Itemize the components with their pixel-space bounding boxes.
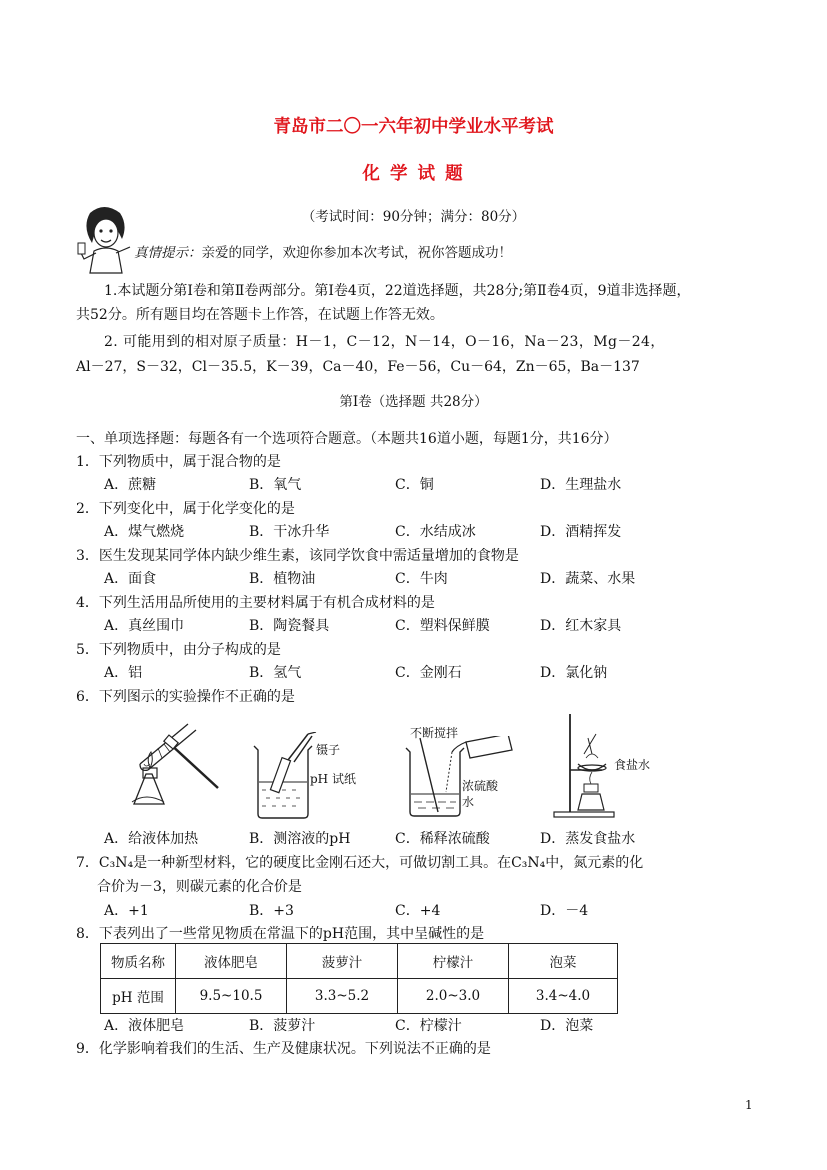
table-header-cell: 菠萝汁 xyxy=(287,944,398,979)
table-cell: 9.5~10.5 xyxy=(176,979,287,1014)
question-7-line-2: 合价为－3，则碳元素的化合价是 xyxy=(97,879,302,895)
part1-heading: 一、单项选择题：每题各有一个选项符合题意。（本题共16道小题，每题1分，共16分） xyxy=(76,431,618,447)
subject-title: 化 学 试 题 xyxy=(362,164,465,184)
heating-liquid-figure xyxy=(118,718,228,818)
question-4: 4．下列生活用品所使用的主要材料属于有机合成材料的是 xyxy=(76,595,435,611)
table-header-cell: 泡菜 xyxy=(509,944,618,979)
table-header-cell: 柠檬汁 xyxy=(398,944,509,979)
q1-option-a: A．蔗糖 xyxy=(104,477,157,493)
tip-text: 亲爱的同学，欢迎你参加本次考试，祝你答题成功！ xyxy=(201,245,512,261)
tweezers-label: 镊子 xyxy=(316,743,341,757)
q3-option-c: C．牛肉 xyxy=(395,571,448,587)
table-cell: pH 范围 xyxy=(101,979,176,1014)
question-1: 1．下列物质中，属于混合物的是 xyxy=(76,454,281,470)
question-9: 9．化学影响着我们的生活、生产及健康状况。下列说法不正确的是 xyxy=(76,1041,491,1057)
q6-option-b: B．测溶液的pH xyxy=(249,831,351,847)
acid-label: 浓硫酸 xyxy=(462,779,499,793)
q4-option-a: A．真丝围巾 xyxy=(104,618,185,634)
question-6: 6．下列图示的实验操作不正确的是 xyxy=(76,689,295,705)
exam-title: 青岛市二〇一六年初中学业水平考试 xyxy=(273,117,554,137)
table-cell: 3.4~4.0 xyxy=(509,979,618,1014)
q2-option-d: D．酒精挥发 xyxy=(540,524,622,540)
q4-option-b: B．陶瓷餐具 xyxy=(249,618,330,634)
q5-option-a: A．铝 xyxy=(104,665,143,681)
q3-option-a: A．面食 xyxy=(104,571,157,587)
q4-option-c: C．塑料保鲜膜 xyxy=(395,618,490,634)
table-header-cell: 物质名称 xyxy=(101,944,176,979)
instruction-line-4: Al－27，S－32，Cl－35.5，K－39，Ca－40，Fe－56，Cu－64，Zn－65，Ba－137 xyxy=(76,359,640,375)
q1-option-c: C．铜 xyxy=(395,477,434,493)
page-number: 1 xyxy=(745,1098,753,1112)
salt-water-label: 食盐水 xyxy=(614,758,651,772)
q3-option-b: B．植物油 xyxy=(249,571,316,587)
section-title: 第Ⅰ卷（选择题 共28分） xyxy=(339,394,488,410)
question-3: 3．医生发现某同学体内缺少维生素，该同学饮食中需适量增加的食物是 xyxy=(76,548,519,564)
q8-option-b: B．菠萝汁 xyxy=(249,1018,316,1034)
table-cell: 3.3~5.2 xyxy=(287,979,398,1014)
q8-option-d: D．泡菜 xyxy=(540,1018,594,1034)
q8-option-c: C．柠檬汁 xyxy=(395,1018,462,1034)
table-row xyxy=(101,979,618,1014)
question-5: 5．下列物质中，由分子构成的是 xyxy=(76,642,281,658)
water-label: 水 xyxy=(462,795,475,809)
q5-option-c: C．金刚石 xyxy=(395,665,462,681)
q2-option-c: C．水结成冰 xyxy=(395,524,476,540)
instruction-line-1: 1.本试题分第Ⅰ卷和第Ⅱ卷两部分。第Ⅰ卷4页，22道选择题，共28分;第Ⅱ卷4页，9道非选择题， xyxy=(104,283,691,299)
q1-option-d: D．生理盐水 xyxy=(540,477,622,493)
teacher-cartoon-icon xyxy=(76,203,134,275)
q2-option-a: A．煤气燃烧 xyxy=(104,524,185,540)
table-header-cell: 液体肥皂 xyxy=(176,944,287,979)
q7-option-b: B．+3 xyxy=(249,903,294,919)
q3-option-d: D．蔬菜、水果 xyxy=(540,571,636,587)
instruction-line-2: 共52分。所有题目均在答题卡上作答，在试题上作答无效。 xyxy=(76,307,444,323)
question-2: 2．下列变化中，属于化学变化的是 xyxy=(76,501,295,517)
q7-option-d: D．－4 xyxy=(540,903,589,919)
table-header-row xyxy=(101,944,618,979)
time-info: （考试时间：90分钟；满分：80分） xyxy=(301,209,526,225)
ph-range-table xyxy=(100,943,618,1014)
ph-paper-label: pH 试纸 xyxy=(310,772,356,786)
q5-option-b: B．氢气 xyxy=(249,665,302,681)
q6-option-c: C．稀释浓硫酸 xyxy=(395,831,490,847)
q8-option-a: A．液体肥皂 xyxy=(104,1018,185,1034)
question-7-line-1: 7．C₃N₄是一种新型材料，它的硬度比金刚石还大，可做切割工具。在C₃N₄中，氮元素的化 xyxy=(76,855,644,871)
q7-option-c: C．+4 xyxy=(395,903,441,919)
table-cell: 2.0~3.0 xyxy=(398,979,509,1014)
q5-option-d: D．氯化钠 xyxy=(540,665,608,681)
tip xyxy=(134,241,512,261)
q6-option-d: D．蒸发食盐水 xyxy=(540,831,636,847)
q2-option-b: B．干冰升华 xyxy=(249,524,330,540)
q7-option-a: A．+1 xyxy=(104,903,149,919)
tip-label: 真情提示： xyxy=(134,245,202,261)
q4-option-d: D．红木家具 xyxy=(540,618,622,634)
q1-option-b: B．氧气 xyxy=(249,477,302,493)
instruction-line-3: 2. 可能用到的相对原子质量：H－1，C－12，N－14，O－16，Na－23，Mg－24， xyxy=(104,334,665,350)
q6-option-a: A．给液体加热 xyxy=(104,831,199,847)
stir-label: 不断搅拌 xyxy=(410,726,459,740)
question-8: 8．下表列出了一些常见物质在常温下的pH范围，其中呈碱性的是 xyxy=(76,926,485,942)
